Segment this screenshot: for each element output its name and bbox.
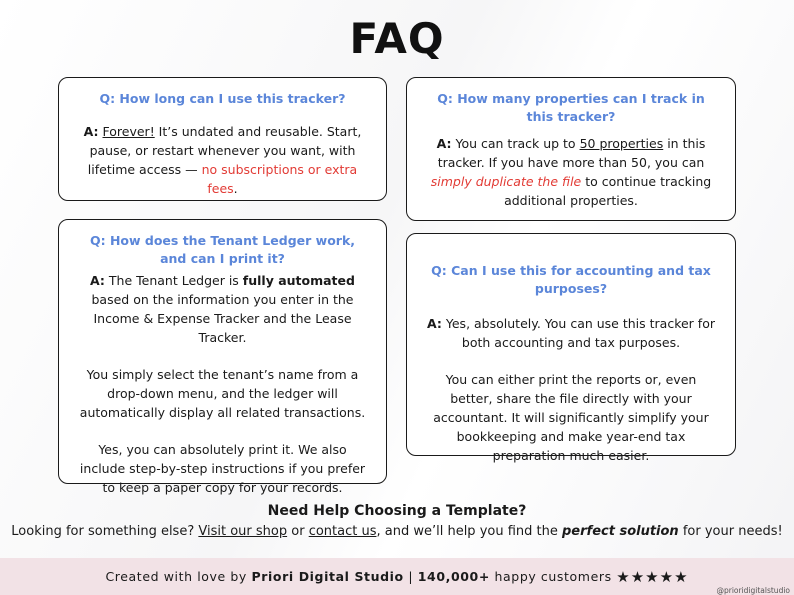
faq-question: Q: How long can I use this tracker?	[99, 91, 346, 106]
page-title: FAQ	[349, 14, 445, 63]
answer-prefix: A:	[436, 136, 452, 151]
answer-highlight: simply duplicate the file	[430, 174, 582, 189]
answer-prefix: A:	[90, 273, 105, 288]
answer-highlight: no subscriptions or extra fees	[201, 162, 358, 196]
answer-text: It’s undated and reusable. Start, pause, or restart whenever you want, with lifetime access —	[87, 124, 362, 177]
help-text-part: for your needs!	[678, 524, 783, 539]
footer-text	[0, 568, 794, 586]
answer-paragraph: You simply select the tenant’s name from a drop-down menu, and the ledger will automatically display all related transactions.	[79, 367, 366, 420]
visit-shop-link[interactable]: Visit our shop	[198, 524, 288, 539]
faq-answer	[75, 122, 370, 198]
answer-text: based on the information you enter in the Income & Expense Tracker and the Lease Tracker.	[91, 292, 354, 345]
brand-name: Priori Digital Studio	[251, 569, 404, 584]
faq-question: Q: How many properties can I track in this tracker?	[437, 91, 705, 124]
faq-answer	[423, 134, 719, 210]
answer-paragraph: You can either print the reports or, even better, share the file directly with your accountant. It will significantly simplify your bookkeeping and make year-end tax preparation much easier.	[433, 372, 709, 463]
customer-count: 140,000+	[417, 569, 490, 584]
faq-question: Q: Can I use this for accounting and tax purposes?	[431, 263, 711, 296]
star-rating-icon: ★★★★★	[616, 568, 689, 586]
help-emphasis: perfect solution	[562, 524, 679, 539]
help-text-part: or	[287, 524, 309, 539]
forever-text: Forever!	[102, 124, 155, 139]
help-text-part: Looking for something else?	[11, 524, 199, 539]
answer-text: in this tracker. If you have more than 50, you can	[437, 136, 706, 170]
faq-card-properties	[406, 77, 736, 221]
footer-part: happy customers	[489, 569, 617, 584]
answer-prefix: A:	[427, 316, 442, 331]
faq-answer	[75, 271, 370, 497]
contact-us-link[interactable]: contact us	[308, 524, 377, 539]
faq-answer	[423, 314, 719, 465]
help-text	[0, 524, 794, 539]
faq-question: Q: How does the Tenant Ledger work, and can I print it?	[89, 233, 356, 266]
answer-text: Yes, absolutely. You can use this tracker for both accounting and tax purposes.	[441, 316, 715, 350]
answer-bold: fully automated	[242, 273, 355, 288]
properties-limit: 50 properties	[579, 136, 664, 151]
faq-card-tenant-ledger	[58, 219, 387, 495]
answer-text: You can track up to	[451, 136, 580, 151]
social-handle: @prioridigitalstudio	[716, 586, 790, 595]
answer-end: .	[233, 181, 238, 196]
answer-paragraph: Yes, you can absolutely print it. We also include step-by-step instructions if you prefer to keep a paper copy for your records.	[79, 442, 366, 495]
answer-text: The Tenant Ledger is	[104, 273, 243, 288]
help-title: Need Help Choosing a Template?	[267, 503, 527, 519]
faq-card-accounting	[406, 233, 736, 463]
footer-separator: |	[403, 569, 418, 584]
faq-card-lifetime	[58, 77, 387, 201]
answer-text: to continue tracking additional properties.	[504, 174, 712, 208]
answer-prefix: A:	[83, 124, 99, 139]
help-text-part: , and we’ll help you find the	[376, 524, 562, 539]
footer-part: Created with love by	[105, 569, 252, 584]
footer-bar	[0, 558, 794, 595]
